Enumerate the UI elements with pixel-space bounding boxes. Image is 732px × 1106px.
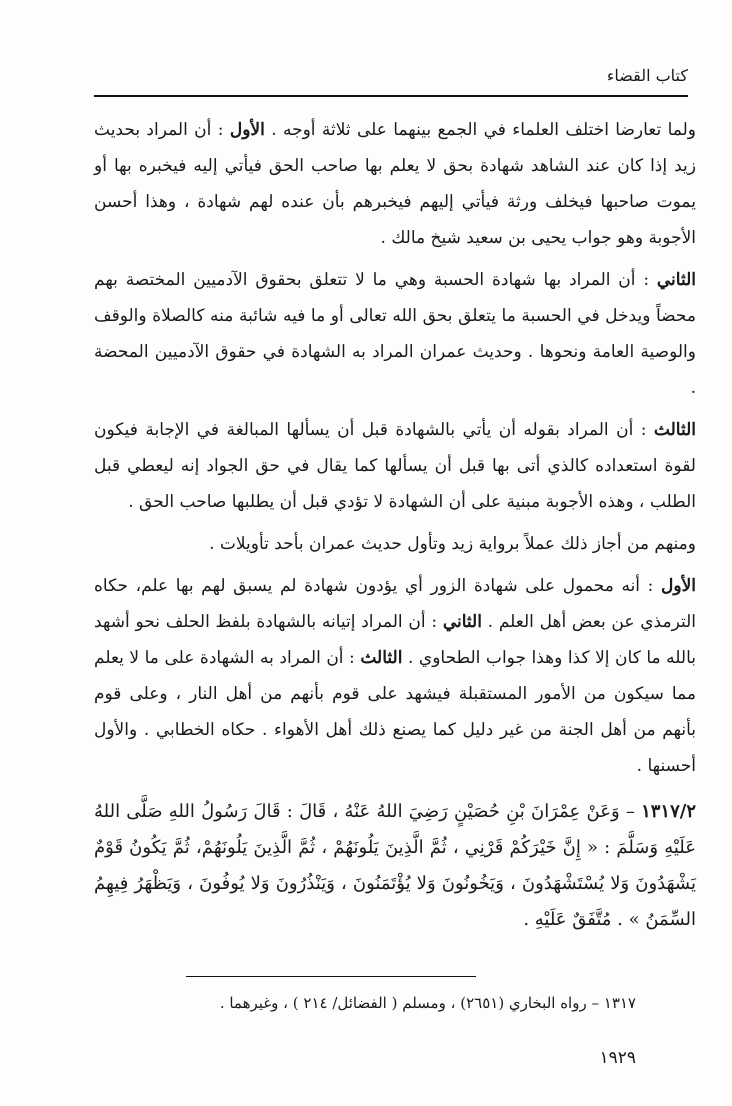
first-text: : أن المراد بحديث زيد إذا كان عند الشاهد شهادة بحق لا يعلم بها صاحب الحق فيأتي إليه فيخبره بها أو يموت صاحبها فيخلف ورثة فيأتي إليهم فيخبرهم بأن عنده لهم شهادة ، وهذا أحسن الأجوبة وهو جواب يحيى بن سعيد شيخ مالك . [94,120,696,248]
header-rule [94,95,688,97]
intro-text: ولما تعارضا اختلف العلماء في الجمع بينهما على ثلاثة أوجه . [264,120,696,140]
paragraph-intro [94,112,696,256]
alternative-text: ومنهم من أجاز ذلك عملاً برواية زيد وتأول حديث عمران بأحد تأويلات . [209,534,696,554]
label-first: الأول [229,120,265,140]
interp-third-text: : أن المراد به الشهادة على ما لا يعلم مما سيكون من الأمور المستقبلة فيشهد على قوم بأنهم من أهل النار ، وعلى قوم بأنهم من أهل الجنة من غير دليل كما يصنع ذلك أهل الأهواء . حكاه الخطابي . والأول أحسنها . [94,648,696,776]
hadith-block [94,794,696,938]
main-text [94,112,696,938]
page-number: ١٩٢٩ [599,1048,636,1068]
footnote-rule [186,976,476,977]
paragraph-alternative [94,526,696,562]
label-interp-first: الأول [661,576,696,596]
running-header-title: كتاب القضاء [606,66,688,85]
hadith-text: – وَعَنْ عِمْرَانَ بْنِ حُصَيْنٍ رَضِيَ اللهُ عَنْهُ ، قَالَ : قَالَ رَسُولُ اللهِ صَلَّى اللهُ عَلَيْهِ وَسَلَّمَ : « إِنَّ خَيْرَكُمْ قَرْنِي ، ثُمَّ الَّذِينَ يَلُونَهُمْ ، ثُمَّ الَّذِينَ يَلُونَهُمْ، ثُمَّ يَكُونُ قَوْمٌ يَشْهَدُونَ وَلا يُسْتَشْهَدُونَ ، وَيَخُونُونَ وَلا يُؤْتَمَنُونَ ، وَيَنْذُرُونَ وَلا يُوفُونَ ، وَيَظْهَرُ فِيهِمُ السِّمَنُ » . مُتَّفَقٌ عَلَيْهِ . [94,801,696,930]
paragraph-third [94,412,696,520]
interp-first-text: : أنه محمول على شهادة الزور أي يؤدون شهادة لم يسبق لهم بها علم، حكاه الترمذي عن بعض أهل العلم . [94,576,697,632]
label-interp-third: الثالث [360,648,403,668]
third-text: : أن المراد بقوله أن يأتي بالشهادة قبل أن يسألها المبالغة في الإجابة فيكون لقوة استعداده كالذي أتى بها قبل أن يسألها كما يقال في حق الجواد إنه ليعطي قبل الطلب ، وهذه الأجوبة مبنية على أن الشهادة لا تؤدي قبل أن يطلبها صاحب الحق . [94,420,696,512]
paragraph-second [94,262,696,406]
label-third: الثالث [653,420,696,440]
hadith-number: ١٣١٧/٢ [641,801,696,822]
label-second: الثاني [656,270,696,290]
footnote: ١٣١٧ – رواه البخاري (٢٦٥١) ، ومسلم ( الفضائل/ ٢١٤ ) ، وغيرهما . [219,994,636,1012]
interp-second-text: : أن المراد إتيانه بالشهادة بلفظ الحلف نحو أشهد بالله ما كان إلا كذا وهذا جواب الطحاوي . [94,612,696,668]
paragraph-interpretations [94,568,696,784]
label-interp-second: الثاني [442,612,482,632]
second-text: : أن المراد بها شهادة الحسبة وهي ما لا تتعلق بحقوق الآدميين المختصة بهم محضاً ويدخل في الحسبة ما يتعلق بحق الله تعالى أو ما فيه شائبة منه كالصلاة والوقف والوصية العامة ونحوها . وحديث عمران المراد به الشهادة في حقوق الآدميين المحضة . [94,270,696,398]
